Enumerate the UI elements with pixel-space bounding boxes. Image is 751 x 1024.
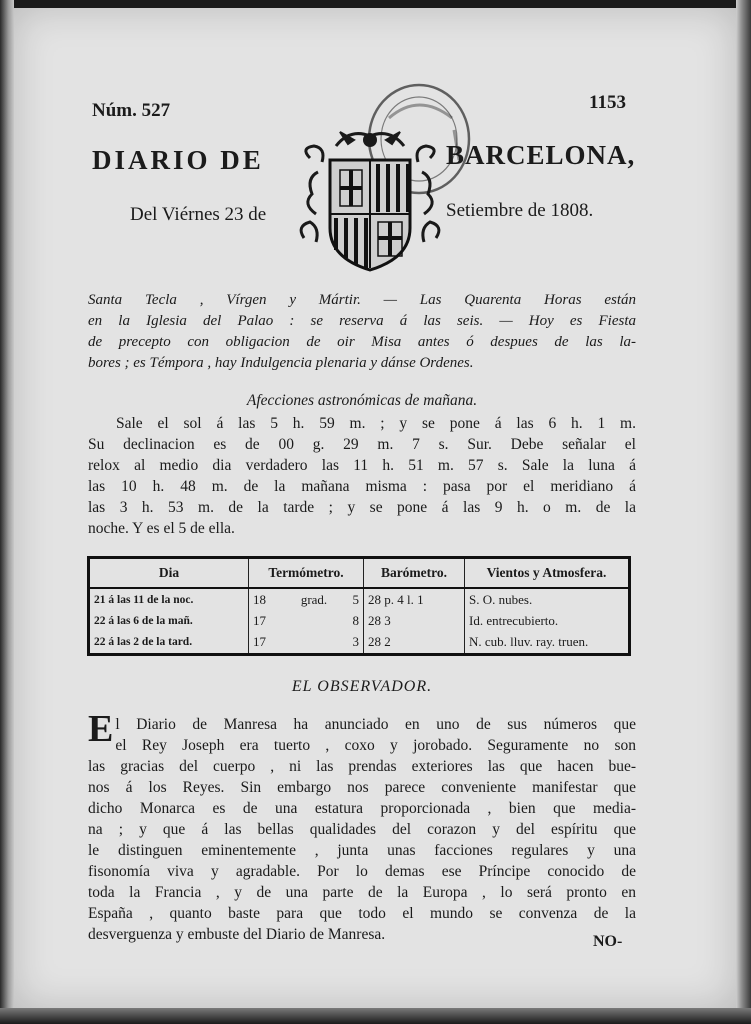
text-line: las 3 h. 53 m. de la tarde ; y se pone á las 9 h. o m. de la [88, 499, 636, 516]
cell-day: 21 á las 11 de la noc. [89, 588, 249, 610]
saints-day-notice [88, 290, 636, 374]
cell-temperature: 18 [253, 591, 266, 607]
text-line: Su declinacion es de 00 g. 29 m. 7 s. Sur. Debe señalar el [88, 436, 636, 453]
cell-fraction: 8 [341, 610, 364, 631]
book-edge-right [736, 0, 751, 1024]
text-line: fisonomía viva y agradable. Por lo demas ese Príncipe conocido de [88, 863, 636, 880]
table-row [89, 632, 630, 655]
astronomy-heading: Afecciones astronómicas de mañana. [246, 392, 478, 409]
cell-weather: Id. entrecubierto. [469, 612, 559, 628]
first-line-text: l Diario de Manresa ha anunciado en uno de sus números que [115, 716, 636, 733]
observer-heading: EL OBSERVADOR. [291, 678, 433, 695]
table-row [89, 610, 630, 631]
col-header-winds: Vientos y Atmosfera. [465, 558, 630, 589]
cell-weather: N. cub. lluv. ray. truen. [469, 634, 589, 650]
text-line: Santa Tecla , Vírgen y Mártir. — Las Quarenta Horas están [88, 292, 636, 308]
astronomy-paragraph [88, 413, 636, 539]
cell-day: 22 á las 6 de la mañ. [89, 610, 249, 631]
cell-unit [287, 610, 341, 631]
cell-fraction: 3 [341, 632, 364, 655]
cell-pressure: 28 p. 4 l. 1 [364, 588, 465, 610]
masthead-title-right: BARCELONA, [446, 140, 636, 170]
book-edge-bottom [0, 1008, 751, 1024]
cell-day: 22 á las 2 de la tard. [89, 632, 249, 655]
text-line: relox al medio dia verdadero las 11 h. 51 m. 57 s. Sale la luna á [88, 457, 636, 474]
cell-fraction: 5 [341, 588, 364, 610]
text-line: el Rey Joseph era tuerto , coxo y jorobado. Seguramente no son [115, 737, 636, 754]
cell-unit: grad. [300, 591, 328, 607]
drop-cap: E [88, 708, 114, 750]
date-line-right: Setiembre de 1808. [446, 200, 594, 221]
text-line: las gracias del cuerpo , ni las prendas exteriores las que hacen bue- [88, 758, 636, 775]
page-number: 1153 [589, 92, 626, 113]
text-line: noche. Y es el 5 de ella. [88, 520, 235, 537]
text-line: de precepto con obligacion de oir Misa antes ó despues de las la- [88, 334, 636, 350]
text-line: Sale el sol á las 5 h. 59 m. ; y se pone á las 6 h. 1 m. [116, 415, 636, 432]
text-line: España , quanto baste para que todo el mundo se convenza de la [88, 905, 636, 922]
weather-table [87, 556, 631, 656]
cell-pressure: 28 2 [364, 632, 465, 655]
cell-pressure: 28 3 [364, 610, 465, 631]
text-line: dicho Monarca es de una estatura proporcionada , bien que media- [88, 800, 636, 817]
text-line: na ; y que á las bellas qualidades del corazon y del espíritu que [88, 821, 636, 838]
book-gutter-left [0, 0, 14, 1024]
text-line: las 10 h. 48 m. de la mañana misma : pasa por el meridiano á [88, 478, 636, 495]
catchword: NO- [593, 933, 623, 950]
barcelona-coat-of-arms-icon [296, 118, 444, 278]
masthead-title-left: DIARIO DE [92, 145, 264, 175]
text-line: desverguenza y embuste del Diario de Manresa. [88, 926, 386, 943]
date-line-left: Del Viérnes 23 de [130, 204, 267, 225]
table-row [89, 588, 630, 610]
col-header-barometer: Barómetro. [364, 558, 465, 589]
cell-weather: S. O. nubes. [469, 591, 533, 607]
text-line: toda la Francia , y de una parte de la Europa , lo será pronto en [88, 884, 636, 901]
col-header-dia: Dia [89, 558, 249, 589]
text-line: bores ; es Témpora , hay Indulgencia plenaria y dánse Ordenes. [88, 355, 474, 371]
issue-number: Núm. 527 [92, 100, 171, 121]
col-header-thermometer: Termómetro. [249, 558, 364, 589]
text-line: nos á los Reyes. Sin embargo nos parece conveniente manifestar que [88, 779, 636, 796]
cell-temperature: 17 [253, 634, 266, 650]
text-line: le distinguen eminentemente , junta unas facciones regulares y una [88, 842, 636, 859]
cell-unit [287, 632, 341, 655]
text-line: en la Iglesia del Palao : se reserva á las seis. — Hoy es Fiesta [88, 313, 636, 329]
observer-article [88, 708, 636, 945]
cell-temperature: 17 [253, 612, 266, 628]
table-header-row [89, 558, 630, 589]
